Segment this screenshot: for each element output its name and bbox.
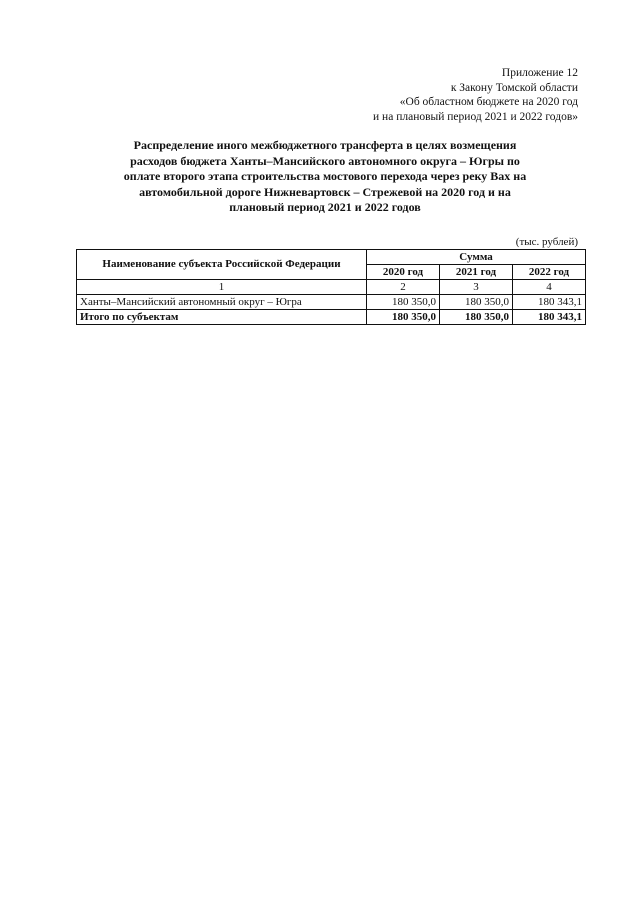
appendix-line: и на плановый период 2021 и 2022 годов»	[373, 110, 578, 123]
total-2020: 180 350,0	[367, 310, 440, 325]
budget-table	[76, 249, 586, 325]
title-line: оплате второго этапа строительства мостового перехода через реку Вах на	[123, 169, 527, 183]
column-number: 4	[513, 280, 586, 295]
appendix-line: Приложение 12	[501, 67, 578, 79]
total-2021: 180 350,0	[440, 310, 513, 325]
total-row	[77, 310, 586, 325]
column-number: 1	[77, 280, 367, 295]
column-number: 3	[440, 280, 513, 295]
appendix-line: «Об областном бюджете на 2020 год	[399, 96, 578, 108]
title-line: расходов бюджета Ханты–Мансийского автономного округа – Югры по	[130, 153, 520, 168]
appendix-line: к Закону Томской области	[450, 81, 578, 94]
header-year-2021: 2021 год	[440, 265, 513, 280]
document-title	[72, 138, 578, 216]
subject-name: Ханты–Мансийский автономный округ – Югра	[77, 295, 367, 310]
column-number: 2	[367, 280, 440, 295]
amount-2022: 180 343,1	[513, 295, 586, 310]
total-2022: 180 343,1	[513, 310, 586, 325]
title-line: Распределение иного межбюджетного трансферта в целях возмещения	[133, 138, 517, 152]
table-row	[77, 295, 586, 310]
header-year-2022: 2022 год	[513, 265, 586, 280]
header-year-2020: 2020 год	[367, 265, 440, 280]
amount-2021: 180 350,0	[440, 295, 513, 310]
appendix-note	[373, 66, 578, 124]
amount-2020: 180 350,0	[367, 295, 440, 310]
header-subject-name: Наименование субъекта Российской Федерации	[77, 250, 367, 280]
table-header-row	[77, 250, 586, 265]
total-label: Итого по субъектам	[77, 310, 367, 325]
title-line: автомобильной дороге Нижневартовск – Стрежевой на 2020 год и на	[139, 184, 511, 199]
header-sum: Сумма	[367, 250, 586, 265]
units-label: (тыс. рублей)	[515, 236, 578, 248]
title-line: плановый период 2021 и 2022 годов	[229, 200, 421, 214]
column-number-row	[77, 280, 586, 295]
